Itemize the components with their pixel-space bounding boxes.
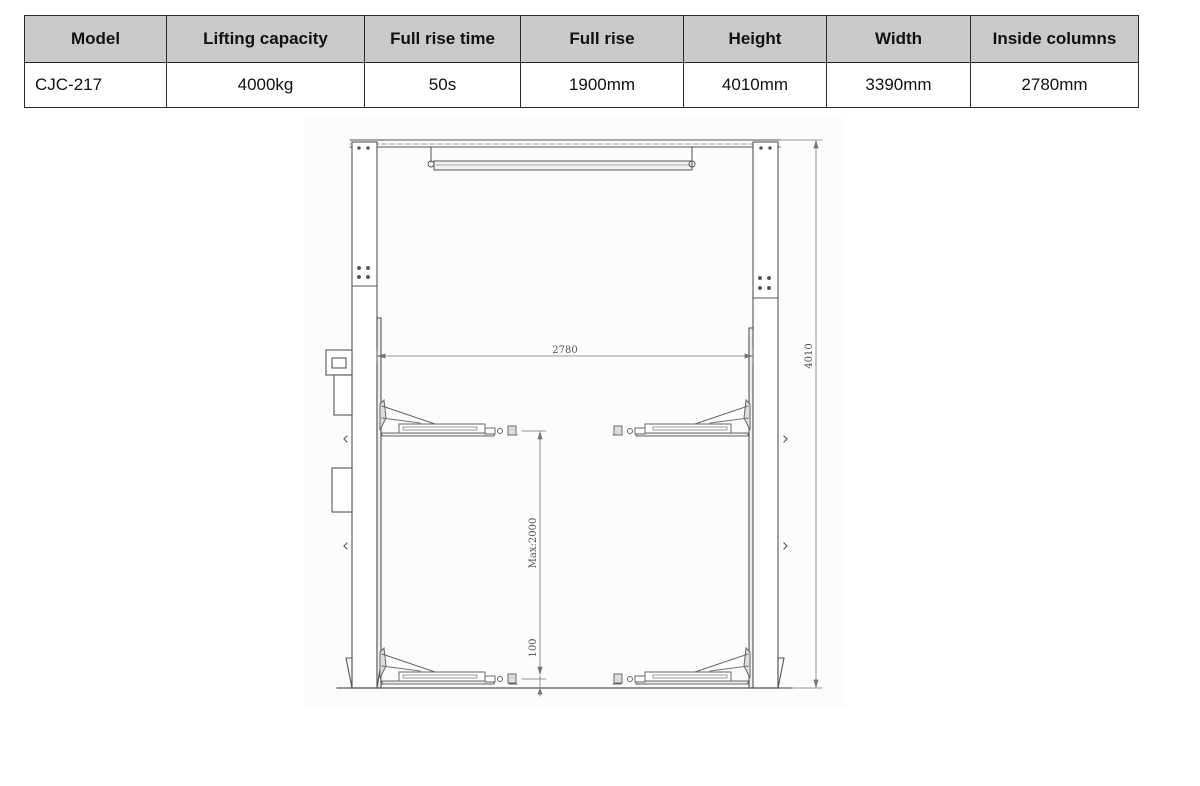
header-model: Model: [25, 16, 167, 63]
min-height-dimension-label: 100: [528, 638, 539, 658]
header-full-rise-time: Full rise time: [365, 16, 521, 63]
header-full-rise: Full rise: [521, 16, 684, 63]
cell-lifting-capacity: 4000kg: [167, 63, 365, 108]
cell-model: CJC-217: [25, 63, 167, 108]
header-width: Width: [827, 16, 971, 63]
inside-columns-dimension-label: 2780: [552, 345, 578, 356]
table-row: [25, 63, 1139, 108]
lift-technical-drawing: [300, 118, 850, 718]
spec-table: [24, 15, 1139, 108]
cell-height: 4010mm: [684, 63, 827, 108]
cell-width: 3390mm: [827, 63, 971, 108]
header-inside-columns: Inside columns: [971, 16, 1139, 63]
spec-table-header-row: [25, 16, 1139, 63]
cell-inside-columns: 2780mm: [971, 63, 1139, 108]
overall-height-dimension-label: 4010: [804, 343, 815, 369]
header-lifting-capacity: Lifting capacity: [167, 16, 365, 63]
header-height: Height: [684, 16, 827, 63]
cell-full-rise-time: 50s: [365, 63, 521, 108]
max-lift-dimension-label: Max:2000: [528, 517, 539, 569]
cell-full-rise: 1900mm: [521, 63, 684, 108]
